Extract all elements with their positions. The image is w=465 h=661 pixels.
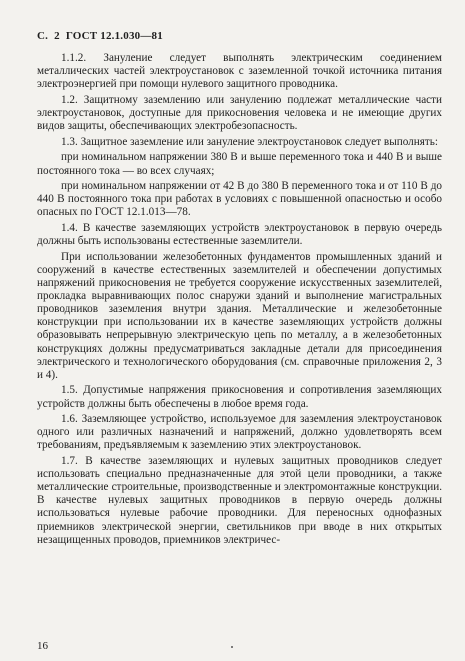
paragraph-1-3: 1.3. Защитное заземление или зануление электроустановок следует выполнять: (61, 135, 438, 148)
page-header (37, 30, 169, 42)
paragraph-1-6: 1.6. Заземляющее устройство, используемое для заземления электроустановок одного или различных назначений и напряжений, должно удовлетворять всем требованиям, предъявляемым к заземлению этих электроустановок. (37, 413, 442, 452)
paragraph-1-1-2: 1.1.2. Зануление следует выполнять электрическим соединением металлических частей электроустановок с заземленной точкой источника питания электроэнергией при помощи нулевого защитного проводника. (37, 52, 442, 91)
paragraph-1-3-case-1: при номинальном напряжении 380 В и выше переменного тока и 440 В и выше постоянного тока — во всех случаях; (37, 151, 442, 177)
page-mark: С. (37, 30, 49, 42)
paragraph-1-3-case-2: при номинальном напряжении от 42 В до 380 В переменного тока и от 110 В до 440 В постоянного тока при работах в условиях с повышенной опасностью и особо опасных по ГОСТ 12.1.013—78. (37, 180, 442, 219)
paragraph-1-2: 1.2. Защитному заземлению или занулению подлежат металлические части электроустановок, доступные для прикосновения человека и не имеющие других видов защиты, обеспечивающих электробезопасность. (37, 93, 442, 133)
page-number-header: 2 (54, 30, 60, 42)
paragraph-1-4-detail: При использовании железобетонных фундаментов промышленных зданий и сооружений в качестве естественных заземлителей и обеспечении допустимых напряжений прикосновения не требуется сооружение искусственных заземлителей, прокладка выравнивающих полос снаружи зданий и выполнение магистральных проводников заземления внутри здания. Металлические и железобетонные конструкции при использовании их в качестве заземляющих устройств должны образовывать непрерывную электрическую цепь по металлу, а в железобетонных конструкциях должны предусматриваться закладные детали для присоединения электрического и технологического оборудования (см. справочные приложения 2, 3 и 4). (37, 250, 442, 381)
page-number-footer: 16 (37, 640, 48, 652)
paragraph-1-4: 1.4. В качестве заземляющих устройств электроустановок в первую очередь должны быть использованы естественные заземлители. (37, 222, 442, 248)
document-body (37, 52, 442, 549)
print-dot (231, 646, 233, 648)
standard-code: ГОСТ 12.1.030—81 (65, 30, 163, 42)
paragraph-1-7: 1.7. В качестве заземляющих и нулевых защитных проводников следует использовать специально предназначенные для этой цели проводники, а также металлические строительные, производственные и электромонтажные конструкции. В качестве нулевых защитных проводников в первую очередь должны использоваться нулевые рабочие проводники. Для переносных однофазных приемников электрической энергии, светильников при вводе в них открытых незащищенных проводов, приемников электричес- (37, 455, 442, 546)
paragraph-1-5: 1.5. Допустимые напряжения прикосновения и сопротивления заземляющих устройств должны быть обеспечены в любое время года. (37, 384, 442, 410)
